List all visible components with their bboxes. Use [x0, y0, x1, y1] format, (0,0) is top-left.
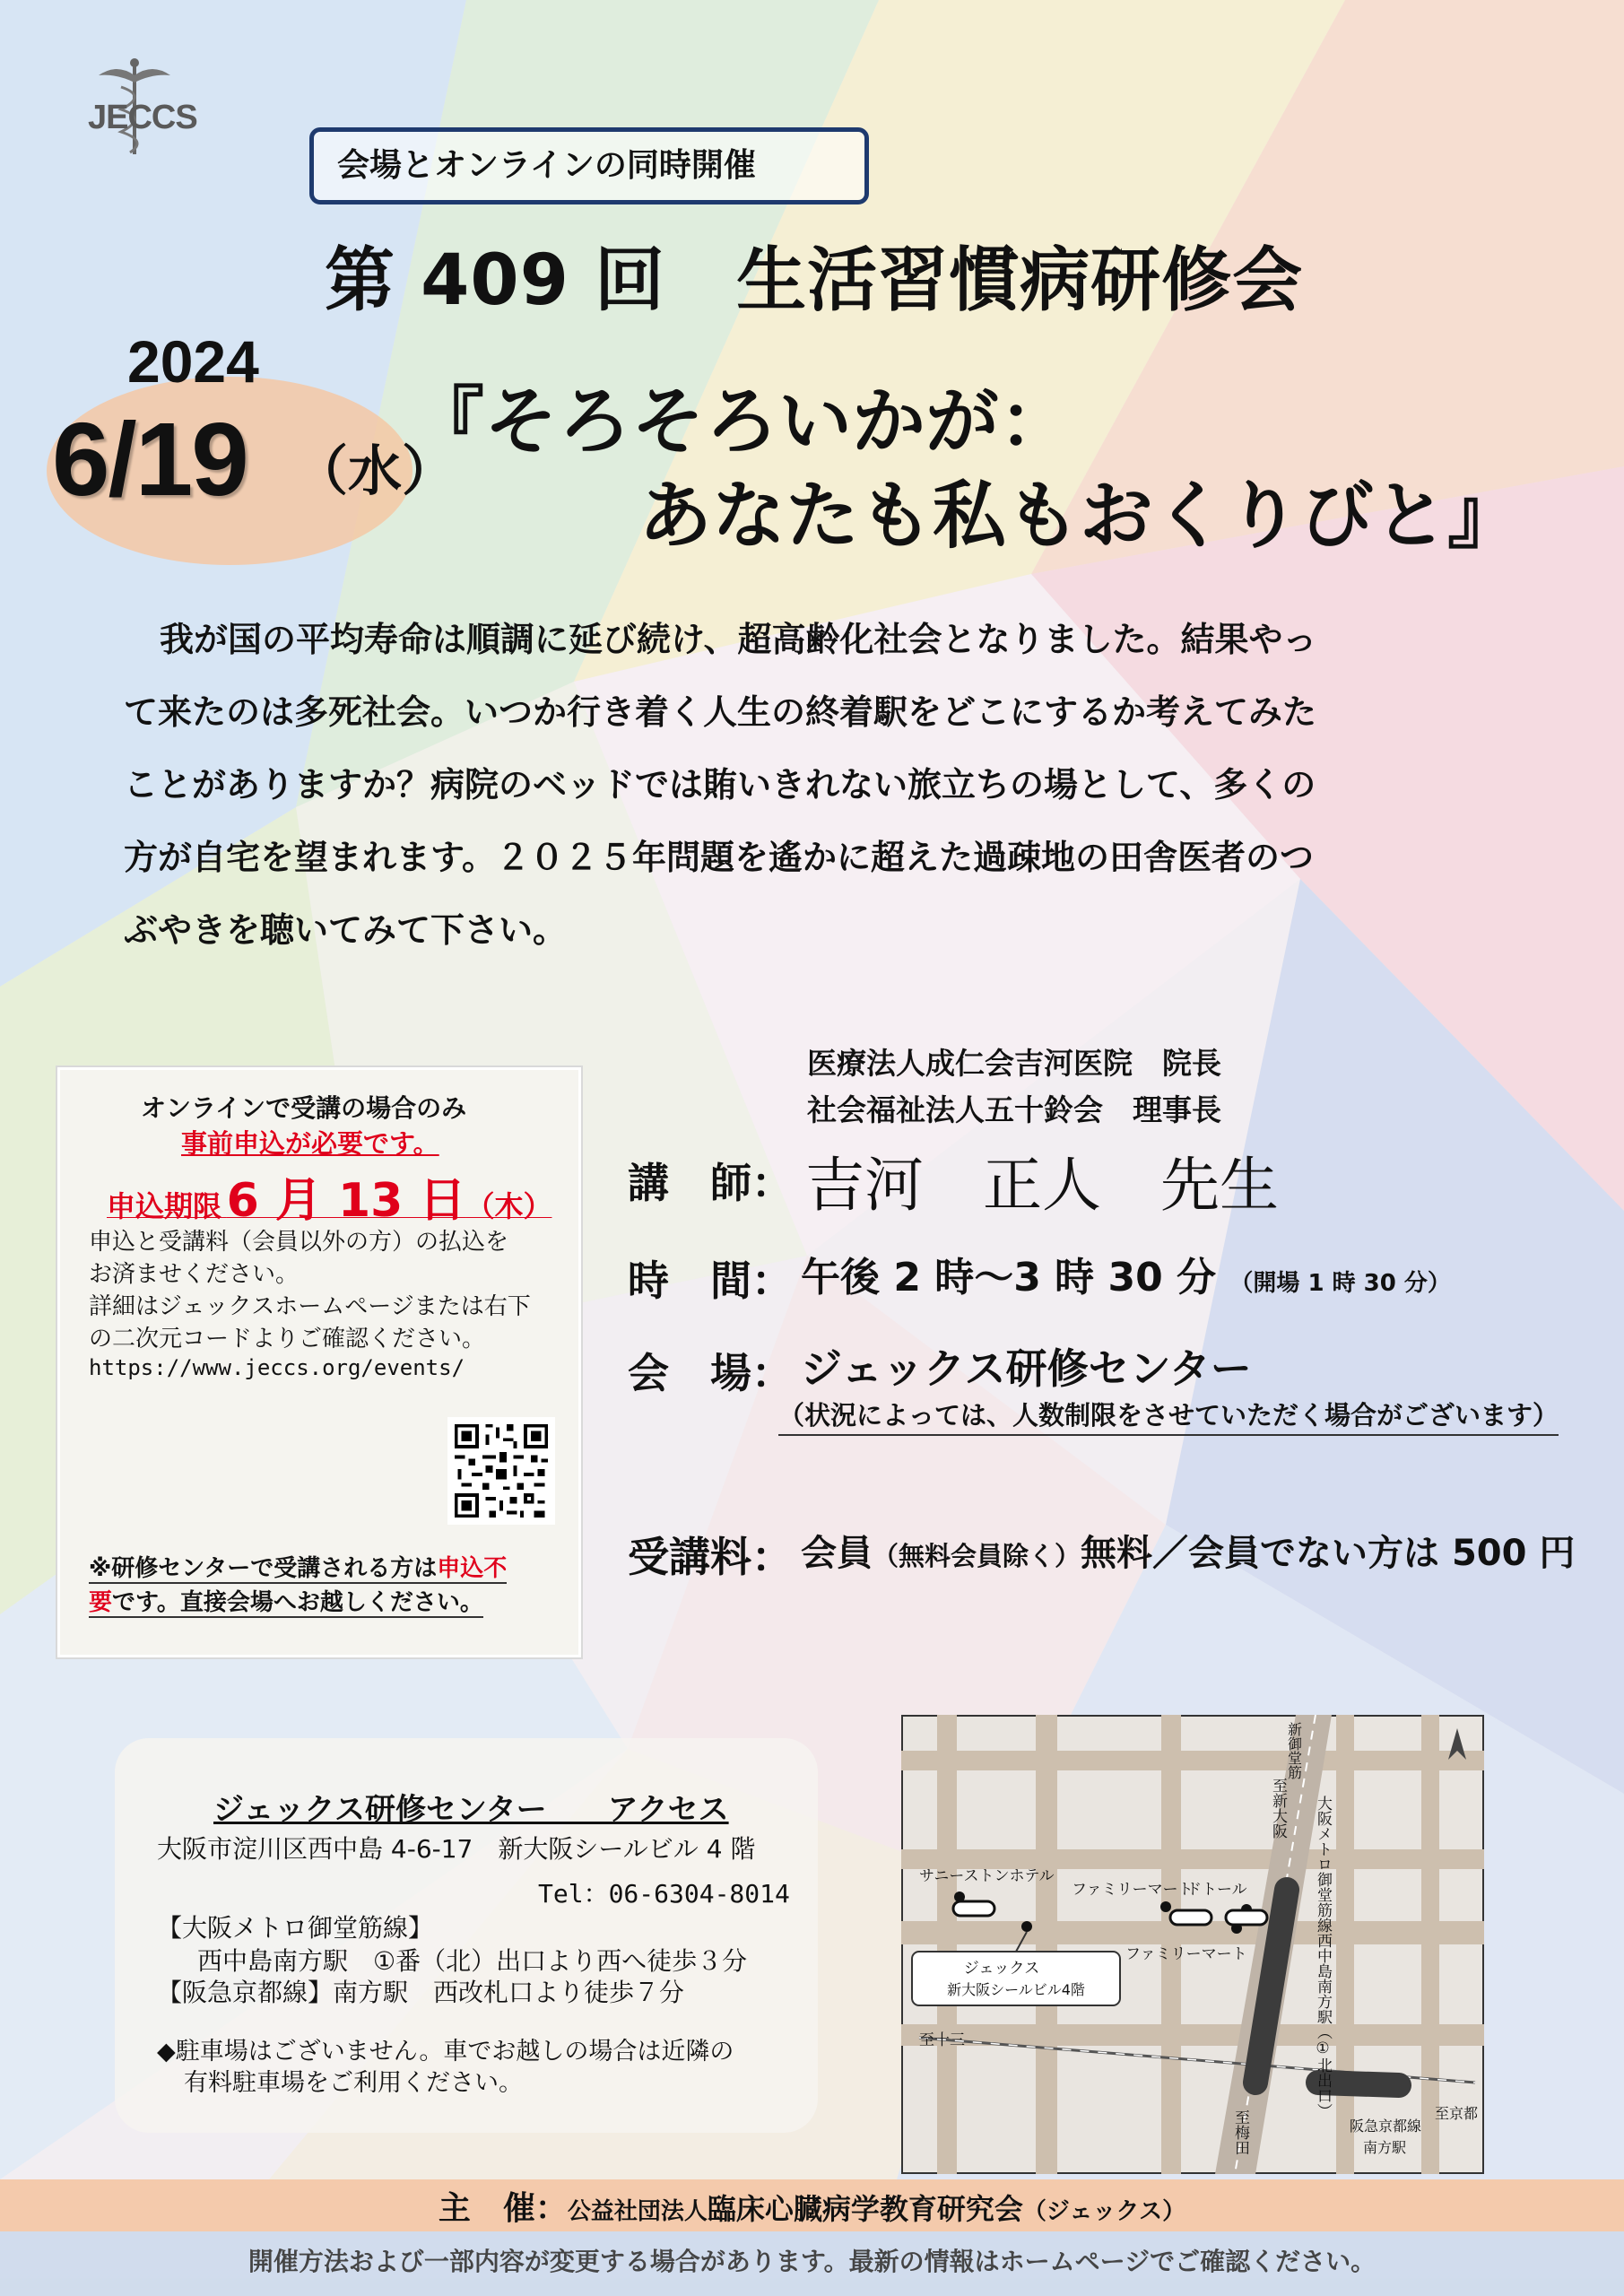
- onsite-note-part: です。直接会場へお越しください。: [112, 1589, 483, 1616]
- time-value: [801, 1245, 1451, 1302]
- lecturer-name: 吉河 正人 先生: [805, 1151, 1279, 1220]
- map-jeccs-label: ジェックス: [963, 1960, 1040, 1978]
- intro-line: て来たのは多死社会。いつか行き着く人生の終着駅をどこにするか考えてみた: [124, 692, 1317, 732]
- fee-value: [801, 1525, 1575, 1576]
- deadline-date: 6 月 13 日: [226, 1174, 466, 1228]
- online-text-line: 詳細はジェックスホームページまたは右下: [89, 1293, 531, 1320]
- fee-rest: 無料／会員でない方は 500 円: [1081, 1533, 1576, 1574]
- access-metro-line: 【大阪メトロ御堂筋線】: [157, 1913, 434, 1943]
- venue-note: （状況によっては、人数制限をさせていただく場合がございます）: [778, 1396, 1559, 1436]
- online-registration-box: [57, 1067, 581, 1657]
- intro-line: 方が自宅を望まれます。２０２５年問題を遙かに超えた過疎地の田舎医者のつ: [124, 838, 1314, 877]
- map-to-shin-osaka: 至新大阪: [1269, 1778, 1287, 1839]
- doors-open: （開場 1 時 30 分）: [1229, 1270, 1451, 1297]
- change-notice: 開催方法および一部内容が変更する場合があります。最新の情報はホームページでご確認ください。: [248, 2247, 1376, 2276]
- simultaneous-badge: 会場とオンラインの同時開催: [309, 127, 869, 204]
- access-hankyu: 【阪急京都線】南方駅 西改札口より徒歩７分: [157, 1978, 685, 2007]
- fee-label: 受講料：: [628, 1533, 793, 1581]
- time-label: 時 間：: [628, 1257, 793, 1305]
- online-heading: オンラインで受講の場合のみ: [141, 1093, 467, 1123]
- qr-code-icon: [451, 1421, 551, 1521]
- map-familymart-north: ファミリーマート: [1072, 1881, 1194, 1899]
- venue-label: 会 場：: [628, 1349, 793, 1397]
- host-label: 主 催：: [438, 2190, 568, 2227]
- access-metro-detail: 西中島南方駅 ①番（北）出口より西へ徒歩３分: [197, 1946, 748, 1976]
- host-org-name: 臨床心臓病学教育研究会: [707, 2192, 1023, 2226]
- online-text-line: 申込と受講料（会員以外の方）の払込を: [89, 1229, 509, 1256]
- event-year: 2024: [127, 328, 259, 395]
- map-shin-midosuji: 新御堂筋: [1285, 1722, 1303, 1779]
- intro-paragraph: [124, 604, 1505, 967]
- map-jeccs-building: 新大阪シールビル4階: [947, 1981, 1085, 1998]
- map-hankyu-station: 南方駅: [1363, 2139, 1407, 2156]
- jeccs-logo: [81, 56, 197, 163]
- deadline-weekday: （木）: [465, 1189, 552, 1223]
- host-organizer: [0, 2183, 1624, 2229]
- map-sunny-stone-hotel: サニーストンホテル: [919, 1867, 1055, 1885]
- onsite-note-part: ※研修センターで受講される方は: [89, 1555, 438, 1582]
- intro-line: ことがありますか？病院のベッドでは賄いきれない旅立ちの場として、多くの: [124, 765, 1316, 804]
- map-familymart-south: ファミリーマート: [1125, 1945, 1247, 1963]
- lecture-title-line2: あなたも私もおくりびと』: [638, 474, 1522, 559]
- map-hankyu-line: 阪急京都線: [1350, 2118, 1422, 2135]
- host-org-type: 公益社団法人: [567, 2198, 708, 2225]
- online-text-line: の二次元コードよりご確認ください。: [89, 1326, 486, 1352]
- intro-line: 我が国の平均寿命は順調に延び続け、超高齢化社会となりました。結果やっ: [160, 620, 1317, 659]
- registration-required: 事前申込が必要です。: [181, 1128, 439, 1159]
- venue-value: ジェックス研修センター: [801, 1344, 1252, 1393]
- map-to-juso: 至十三: [919, 2031, 965, 2049]
- host-org-abbr: （ジェックス）: [1022, 2198, 1186, 2225]
- event-weekday: （水）: [294, 440, 456, 503]
- map-to-umeda: 至梅田: [1231, 2109, 1249, 2155]
- access-tel: Tel：06-6304-8014: [538, 1879, 790, 1909]
- onsite-note-no-registration: 要: [89, 1589, 113, 1616]
- map-doutor: ドトール: [1186, 1881, 1247, 1899]
- time-range: 午後 2 時～3 時 30 分: [801, 1255, 1217, 1300]
- event-title: 第 409 回 生活習慣病研修会: [325, 240, 1304, 321]
- registration-deadline: [107, 1162, 551, 1230]
- events-url-link[interactable]: https://www.jeccs.org/events/: [89, 1355, 465, 1380]
- onsite-note-no-registration: 申込不: [437, 1555, 508, 1582]
- access-address: 大阪市淀川区西中島 4-6-17 新大阪シールビル 4 階: [157, 1834, 756, 1864]
- intro-line: ぶやきを聴いてみて下さい。: [124, 910, 568, 950]
- map-metro-station: 大阪メトロ御堂筋線西中島南方駅（①北出口）: [1314, 1796, 1332, 2118]
- lecturer-label: 講 師：: [628, 1159, 793, 1207]
- online-text-line: お済ませください。: [89, 1261, 300, 1288]
- map-to-kyoto: 至京都: [1435, 2105, 1479, 2122]
- access-parking: ◆駐車場はございません。車でお越しの場合は近隣の: [157, 2038, 734, 2066]
- lecture-title-line1: 『そろそろいかが：: [411, 379, 1073, 465]
- fee-member-note: （無料会員除く）: [873, 1541, 1081, 1571]
- event-date: 6/19: [52, 401, 248, 517]
- lecturer-affiliation: 社会福祉法人五十鈴会 理事長: [807, 1092, 1221, 1127]
- access-parking: 有料駐車場をご利用ください。: [184, 2069, 523, 2097]
- deadline-label: 申込期限: [107, 1189, 222, 1223]
- lecturer-affiliation: 医療法人成仁会吉河医院 院長: [807, 1046, 1221, 1081]
- access-title: ジェックス研修センター アクセス: [213, 1792, 729, 1828]
- qr-code[interactable]: [447, 1417, 555, 1525]
- access-map: [901, 1715, 1484, 2174]
- logo-text: JECCS: [88, 99, 197, 136]
- fee-member: 会員: [801, 1533, 873, 1574]
- onsite-note: [89, 1552, 507, 1620]
